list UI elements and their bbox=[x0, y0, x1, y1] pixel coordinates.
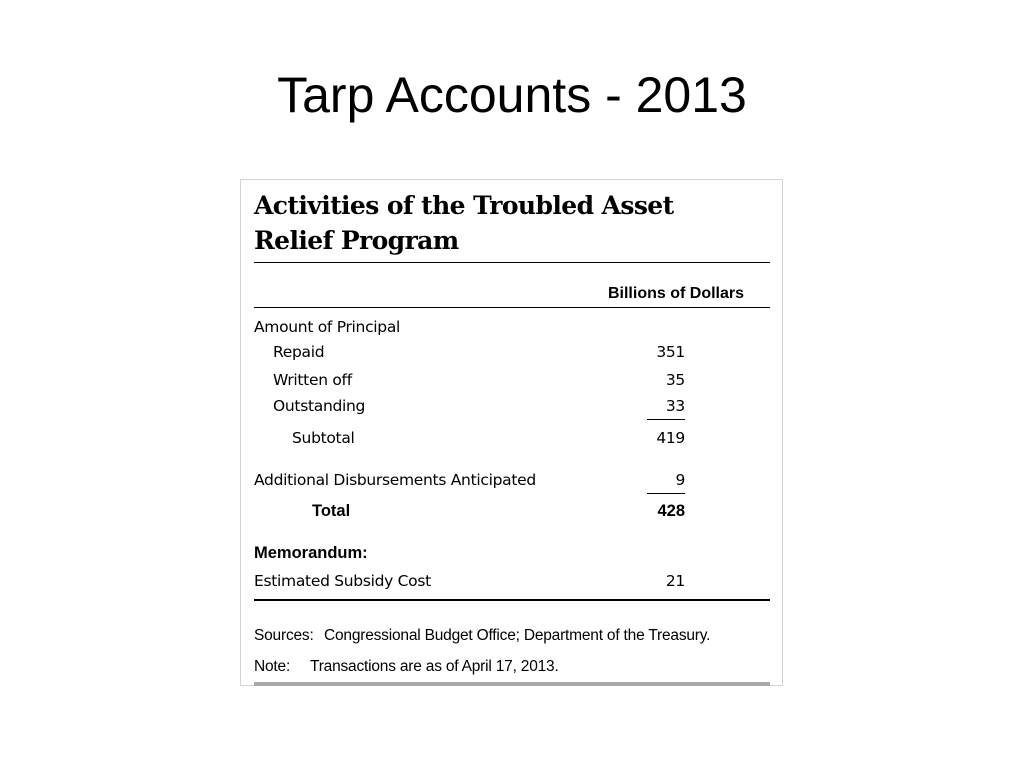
table-title-line1: Activities of the Troubled Asset bbox=[254, 191, 674, 220]
memorandum-heading-row bbox=[254, 542, 685, 564]
table-title-line2: Relief Program bbox=[254, 226, 459, 255]
table-title bbox=[254, 188, 714, 258]
tarp-table-panel bbox=[240, 179, 783, 686]
table-bottom-rule bbox=[254, 599, 770, 601]
row-label-outstanding: Outstanding bbox=[273, 397, 366, 415]
row-value-repaid: 351 bbox=[656, 343, 685, 361]
total-rule bbox=[647, 493, 685, 494]
sources-key: Sources: bbox=[254, 627, 314, 644]
row-label-written-off: Written off bbox=[273, 371, 352, 389]
total-row bbox=[254, 500, 685, 522]
row-value-written-off: 35 bbox=[665, 371, 685, 389]
table-row bbox=[254, 369, 685, 391]
memorandum-row bbox=[254, 570, 685, 592]
subtotal-row bbox=[254, 427, 685, 449]
note-key: Note: bbox=[254, 658, 291, 675]
subtotal-value: 419 bbox=[656, 429, 685, 447]
additional-label: Additional Disbursements Anticipated bbox=[254, 471, 536, 489]
note-footnote bbox=[254, 657, 559, 677]
additional-row bbox=[254, 469, 685, 491]
memorandum-value: 21 bbox=[665, 572, 685, 590]
row-label-repaid: Repaid bbox=[273, 343, 325, 361]
memorandum-label: Estimated Subsidy Cost bbox=[254, 572, 431, 590]
slide-title: Tarp Accounts - 2013 bbox=[277, 67, 747, 123]
note-text: Transactions are as of April 17, 2013. bbox=[310, 658, 559, 675]
table-row bbox=[254, 395, 685, 417]
memorandum-heading: Memorandum: bbox=[254, 544, 368, 562]
total-label: Total bbox=[312, 502, 351, 520]
sources-text: Congressional Budget Office; Department of the Treasury. bbox=[324, 627, 711, 644]
header-rule bbox=[254, 307, 770, 308]
column-header: Billions of Dollars bbox=[607, 285, 744, 302]
subtotal-label: Subtotal bbox=[292, 429, 355, 447]
row-value-outstanding: 33 bbox=[665, 397, 685, 415]
title-rule bbox=[254, 262, 770, 263]
sources-footnote bbox=[254, 626, 710, 646]
total-value: 428 bbox=[657, 502, 685, 520]
additional-value: 9 bbox=[675, 471, 685, 489]
table-row bbox=[254, 341, 685, 363]
section-principal-label: Amount of Principal bbox=[254, 318, 401, 336]
section-principal bbox=[254, 316, 685, 338]
subtotal-rule bbox=[647, 419, 685, 420]
panel-bottom-bar bbox=[254, 682, 770, 686]
